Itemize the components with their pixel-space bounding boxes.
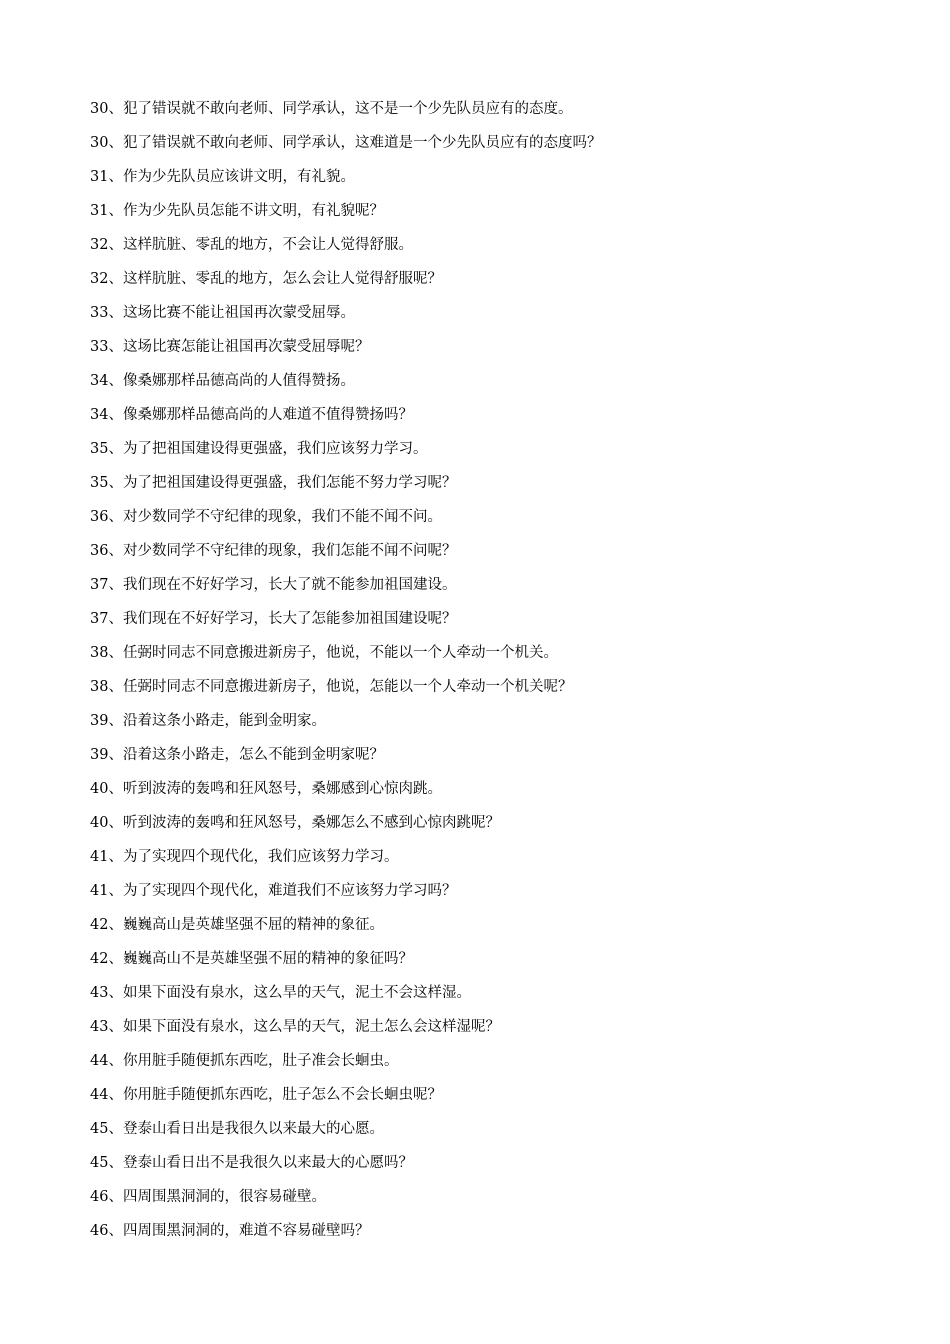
sentence-line: 36、对少数同学不守纪律的现象，我们不能不闻不问。 xyxy=(90,509,442,525)
sentence-line: 45、登泰山看日出是我很久以来最大的心愿。 xyxy=(90,1121,384,1137)
sentence-line: 31、作为少先队员怎能不讲文明，有礼貌呢？ xyxy=(90,203,384,219)
sentence-line: 43、如果下面没有泉水，这么旱的天气，泥土怎么会这样湿呢？ xyxy=(90,1019,500,1035)
sentence-line: 40、听到波涛的轰鸣和狂风怒号，桑娜怎么不感到心惊肉跳呢？ xyxy=(90,815,500,831)
sentence-line: 41、为了实现四个现代化，难道我们不应该努力学习吗？ xyxy=(90,883,457,899)
sentence-line: 32、这样肮脏、零乱的地方，怎么会让人觉得舒服呢？ xyxy=(90,271,442,287)
sentence-line: 44、你用脏手随便抓东西吃，肚子准会长蛔虫。 xyxy=(90,1053,399,1069)
sentence-line: 34、像桑娜那样品德高尚的人难道不值得赞扬吗？ xyxy=(90,407,413,423)
sentence-line: 46、四周围黑洞洞的，很容易碰壁。 xyxy=(90,1189,326,1205)
sentence-list xyxy=(90,96,910,1252)
sentence-line: 46、四周围黑洞洞的，难道不容易碰壁吗？ xyxy=(90,1223,370,1239)
sentence-line: 42、巍巍高山是英雄坚强不屈的精神的象征。 xyxy=(90,917,384,933)
sentence-line: 33、这场比赛怎能让祖国再次蒙受屈辱呢？ xyxy=(90,339,370,355)
sentence-line: 42、巍巍高山不是英雄坚强不屈的精神的象征吗？ xyxy=(90,951,413,967)
sentence-line: 31、作为少先队员应该讲文明，有礼貌。 xyxy=(90,169,355,185)
sentence-line: 43、如果下面没有泉水，这么旱的天气，泥土不会这样湿。 xyxy=(90,985,471,1001)
sentence-line: 34、像桑娜那样品德高尚的人值得赞扬。 xyxy=(90,373,355,389)
sentence-line: 32、这样肮脏、零乱的地方，不会让人觉得舒服。 xyxy=(90,237,413,253)
sentence-line: 39、沿着这条小路走，怎么不能到金明家呢？ xyxy=(90,747,384,763)
sentence-line: 41、为了实现四个现代化，我们应该努力学习。 xyxy=(90,849,399,865)
sentence-line: 30、犯了错误就不敢向老师、同学承认，这不是一个少先队员应有的态度。 xyxy=(90,101,573,117)
sentence-line: 30、犯了错误就不敢向老师、同学承认，这难道是一个少先队员应有的态度吗？ xyxy=(90,135,602,151)
sentence-line: 33、这场比赛不能让祖国再次蒙受屈辱。 xyxy=(90,305,355,321)
sentence-line: 38、任弼时同志不同意搬进新房子，他说，不能以一个人牵动一个机关。 xyxy=(90,645,558,661)
sentence-line: 35、为了把祖国建设得更强盛，我们怎能不努力学习呢？ xyxy=(90,475,457,491)
sentence-line: 37、我们现在不好好学习，长大了就不能参加祖国建设。 xyxy=(90,577,457,593)
sentence-line: 40、听到波涛的轰鸣和狂风怒号，桑娜感到心惊肉跳。 xyxy=(90,781,442,797)
sentence-line: 35、为了把祖国建设得更强盛，我们应该努力学习。 xyxy=(90,441,428,457)
sentence-line: 39、沿着这条小路走，能到金明家。 xyxy=(90,713,326,729)
sentence-line: 45、登泰山看日出不是我很久以来最大的心愿吗？ xyxy=(90,1155,413,1171)
sentence-line: 37、我们现在不好好学习，长大了怎能参加祖国建设呢？ xyxy=(90,611,457,627)
sentence-line: 36、对少数同学不守纪律的现象，我们怎能不闻不问呢？ xyxy=(90,543,457,559)
sentence-line: 44、你用脏手随便抓东西吃，肚子怎么不会长蛔虫呢？ xyxy=(90,1087,442,1103)
sentence-line: 38、任弼时同志不同意搬进新房子，他说，怎能以一个人牵动一个机关呢？ xyxy=(90,679,573,695)
